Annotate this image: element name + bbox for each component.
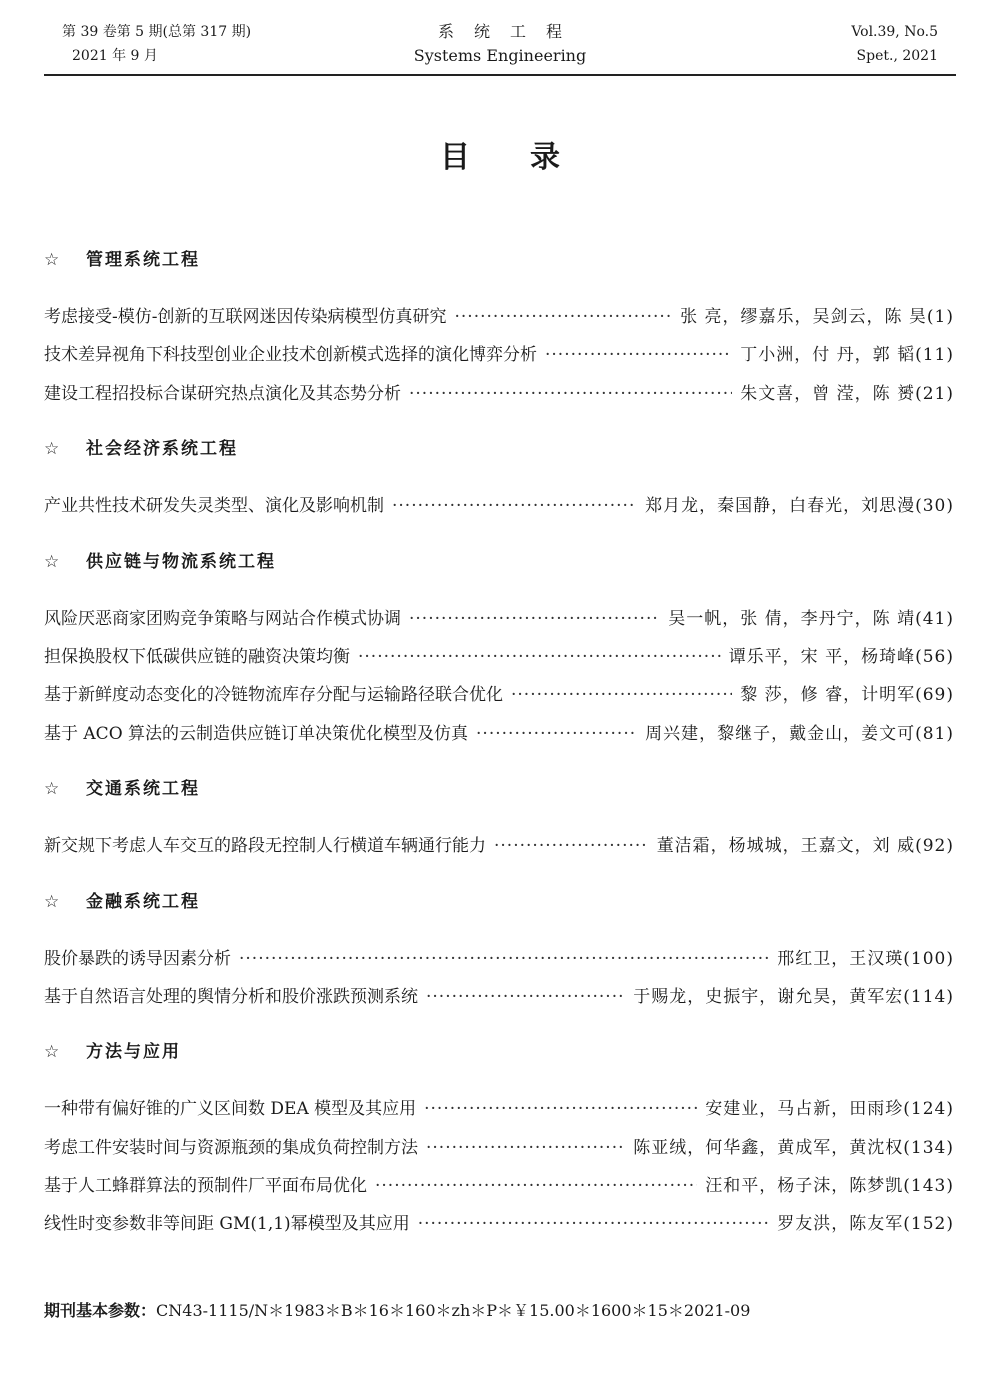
toc-entry [44, 298, 954, 336]
section-heading [44, 542, 954, 582]
dot-leader [455, 298, 673, 336]
article-authors-page: 谭乐平，宋 平，杨琦峰(56) [728, 646, 954, 667]
article-authors-page: 朱文喜，曾 滢，陈 赟(21) [740, 383, 954, 404]
article-authors-page: 汪和平，杨子沫，陈梦凯(143) [705, 1176, 954, 1197]
dot-leader [358, 638, 721, 676]
section-title: 金融系统工程 [86, 891, 200, 912]
article-authors-page: 安建业，马占新，田雨珍(124) [705, 1099, 954, 1120]
article-authors-page: 于赐龙，史振宇，谢允昊，黄军宏(114) [633, 986, 954, 1007]
toc-entry [44, 375, 954, 413]
dot-leader [239, 940, 769, 978]
article-authors-page: 张 亮，缪嘉乐，吴剑云，陈 昊(1) [680, 307, 954, 327]
toc-entry [44, 1167, 954, 1205]
article-title: 新交规下考虑人车交互的路段无控制人行横道车辆通行能力 [44, 836, 486, 857]
section-heading [44, 1032, 954, 1072]
star-icon: ☆ [44, 1042, 60, 1063]
table-of-contents [44, 240, 954, 1244]
article-title: 线性时变参数非等间距 GM(1,1)幂模型及其应用 [44, 1214, 410, 1235]
star-icon: ☆ [44, 439, 60, 460]
article-authors-page: 董洁霜，杨城城，王嘉文，刘 威(92) [656, 836, 954, 857]
section-title: 社会经济系统工程 [86, 439, 238, 460]
journal-parameters [44, 1298, 956, 1321]
article-title: 股价暴跌的诱导因素分析 [44, 948, 231, 969]
toc-entry [44, 1090, 954, 1128]
dot-leader [426, 1129, 625, 1167]
star-icon: ☆ [44, 250, 60, 270]
toc-entry [44, 978, 954, 1016]
dot-leader [409, 375, 732, 413]
article-authors-page: 郑月龙，秦国静，白春光，刘思漫(30) [645, 496, 954, 517]
article-authors-page: 邢红卫，王汉瑛(100) [777, 948, 954, 969]
volume-number: Vol.39, No.5 [851, 24, 938, 40]
toc-entry [44, 1205, 954, 1243]
toc-entry [44, 715, 954, 753]
journal-name [44, 20, 956, 68]
star-icon: ☆ [44, 891, 60, 912]
section-heading [44, 769, 954, 809]
article-title: 一种带有偏好锥的广义区间数 DEA 模型及其应用 [44, 1099, 417, 1120]
section-heading [44, 429, 954, 469]
dot-leader [476, 715, 637, 753]
journal-header [44, 18, 956, 76]
toc-entry [44, 600, 954, 638]
issue-number: 第 39 卷第 5 期(总第 317 期) [62, 24, 252, 40]
volume-info [851, 20, 938, 68]
article-title: 建设工程招投标合谋研究热点演化及其态势分析 [44, 383, 401, 404]
article-title: 产业共性技术研发失灵类型、演化及影响机制 [44, 496, 384, 517]
article-authors-page: 陈亚绒，何华鑫，黄成军，黄沈权(134) [633, 1137, 954, 1158]
dot-leader [511, 676, 732, 714]
star-icon: ☆ [44, 779, 60, 800]
article-authors-page: 丁小洲，付 丹，郭 韬(11) [740, 345, 954, 366]
section-title: 方法与应用 [86, 1042, 181, 1063]
star-icon: ☆ [44, 551, 60, 572]
section-title: 交通系统工程 [86, 779, 200, 800]
article-title: 担保换股权下低碳供应链的融资决策均衡 [44, 646, 350, 667]
dot-leader [494, 827, 649, 865]
dot-leader [426, 978, 625, 1016]
section-heading [44, 882, 954, 922]
article-title: 技术差异视角下科技型创业企业技术创新模式选择的演化博弈分析 [44, 345, 537, 366]
toc-entry [44, 827, 954, 865]
journal-name-chinese: 系统工程 [437, 22, 582, 41]
article-authors-page: 周兴建，黎继子，戴金山，姜文可(81) [645, 723, 954, 744]
parameters-value: CN43-1115/N＊1983＊B＊16＊160＊zh＊P＊￥15.00＊1600＊15＊2021-09 [156, 1301, 751, 1320]
parameters-label: 期刊基本参数： [44, 1301, 157, 1320]
section-title: 供应链与物流系统工程 [86, 551, 276, 572]
article-authors-page: 黎 莎，修 睿，计明军(69) [740, 685, 954, 706]
volume-date: Spet., 2021 [856, 48, 938, 64]
toc-entry [44, 638, 954, 676]
article-title: 风险厌恶商家团购竞争策略与网站合作模式协调 [44, 608, 401, 629]
dot-leader [424, 1090, 697, 1128]
article-title: 基于自然语言处理的舆情分析和股价涨跌预测系统 [44, 986, 418, 1007]
dot-leader [375, 1167, 697, 1205]
dot-leader [418, 1205, 770, 1243]
toc-entry [44, 487, 954, 525]
dot-leader [409, 600, 660, 638]
article-title: 基于 ACO 算法的云制造供应链订单决策优化模型及仿真 [44, 723, 469, 744]
article-authors-page: 吴一帆，张 倩，李丹宁，陈 靖(41) [668, 608, 954, 629]
dot-leader [392, 487, 637, 525]
article-title: 基于新鲜度动态变化的冷链物流库存分配与运输路径联合优化 [44, 685, 503, 706]
dot-leader [545, 336, 732, 374]
toc-entry [44, 1129, 954, 1167]
article-title: 考虑接受-模仿-创新的互联网迷因传染病模型仿真研究 [44, 307, 447, 327]
toc-entry [44, 940, 954, 978]
page-title: 目录 [440, 140, 620, 175]
article-title: 基于人工蜂群算法的预制件厂平面布局优化 [44, 1176, 367, 1197]
article-authors-page: 罗友洪，陈友军(152) [777, 1214, 954, 1235]
toc-entry [44, 336, 954, 374]
toc-entry [44, 676, 954, 714]
journal-name-english: Systems Engineering [413, 46, 587, 65]
section-title: 管理系统工程 [86, 250, 200, 270]
issue-date: 2021 年 9 月 [72, 48, 158, 64]
section-heading [44, 240, 954, 280]
article-title: 考虑工件安装时间与资源瓶颈的集成负荷控制方法 [44, 1137, 418, 1158]
